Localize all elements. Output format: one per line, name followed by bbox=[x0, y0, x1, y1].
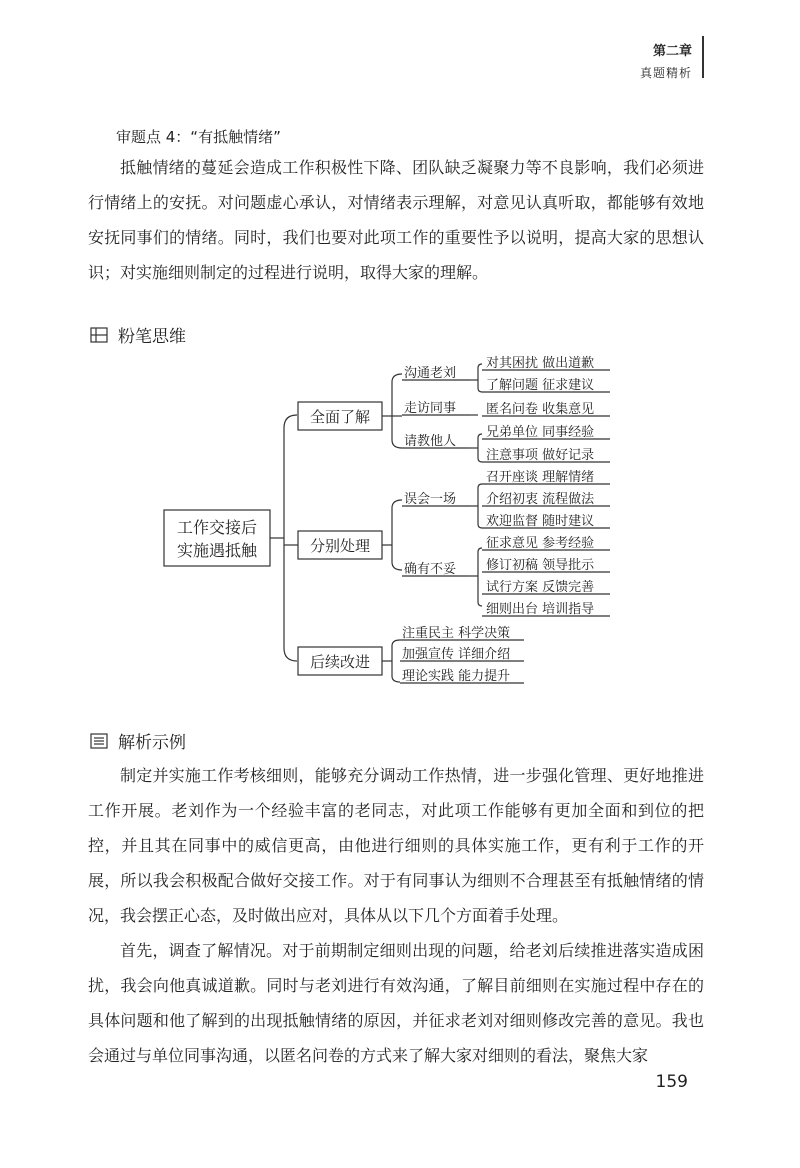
paragraph-3: 首先，调查了解情况。对于前期制定细则出现的问题，给老刘后续推进落实造成困扰，我会向他真诚道歉。同时与老刘进行有效沟通，了解目前细则在实施过程中存在的具体问题和他了解到的出现抵触情绪的原因，并征求老刘对细则修改完善的意见。我也会通过与单位同事沟通，以匿名问卷的方式来了解大家对细则的看法，聚焦大家 bbox=[88, 941, 704, 1065]
paragraph-2: 制定并实施工作考核细则，能够充分调动工作热情，进一步强化管理、更好地推进工作开展。老刘作为一个经验丰富的老同志，对此项工作能够有更加全面和到位的把控，并且其在同事中的威信更高，由他进行细则的具体实施工作，更有利于工作的开展，所以我会积极配合做好交接工作。对于有同事认为细则不合理甚至有抵触情绪的情况，我会摆正心态，及时做出应对，具体从以下几个方面着手处理。 bbox=[88, 766, 704, 925]
chapter-subtitle: 真题精析 bbox=[639, 66, 692, 80]
branch-label-2: 分别处理 bbox=[309, 537, 371, 555]
chapter-label: 第二章 bbox=[652, 44, 692, 59]
mindmap-root-line-2: 实施遇抵触 bbox=[176, 541, 258, 560]
leaf-label: 试行方案 反馈完善 bbox=[486, 580, 595, 595]
branch-label-3: 后续改进 bbox=[309, 653, 371, 671]
mindmap-heading-text: 粉笔思维 bbox=[118, 327, 186, 347]
sub-label: 误会一场 bbox=[404, 492, 457, 507]
leaf-label: 理论实践 能力提升 bbox=[402, 669, 511, 684]
leaf-label: 了解问题 征求建议 bbox=[486, 378, 595, 393]
sub-label: 走访同事 bbox=[404, 401, 457, 416]
leaf-label: 介绍初衷 流程做法 bbox=[486, 492, 595, 507]
leaf-label: 注意事项 做好记录 bbox=[486, 448, 595, 463]
sub-label: 确有不妥 bbox=[404, 562, 457, 577]
paragraph-1: 抵触情绪的蔓延会造成工作积极性下降、团队缺乏凝聚力等不良影响，我们必须进行情绪上的安抚。对问题虚心承认，对情绪表示理解，对意见认真听取，都能够有效地安抚同事们的情绪。同时，我们也要对此项工作的重要性予以说明，提高大家的思想认识；对实施细则制定的过程进行说明，取得大家的理解。 bbox=[88, 158, 704, 282]
mindmap-diagram bbox=[0, 340, 800, 700]
leaf-label: 兄弟单位 同事经验 bbox=[486, 425, 595, 440]
leaf-label: 召开座谈 理解情绪 bbox=[486, 470, 595, 485]
leaf-label: 加强宣传 详细介绍 bbox=[402, 647, 511, 662]
branch-label-1: 全面了解 bbox=[309, 408, 371, 426]
leaf-label: 修订初稿 领导批示 bbox=[486, 558, 595, 573]
analysis-heading-text: 解析示例 bbox=[118, 733, 186, 753]
leaf-label: 欢迎监督 随时建议 bbox=[486, 514, 595, 529]
analysis-heading bbox=[90, 728, 186, 753]
leaf-label: 征求意见 参考经验 bbox=[486, 536, 595, 551]
page-number: 159 bbox=[655, 1072, 688, 1092]
header-divider bbox=[702, 36, 704, 78]
sub-label: 沟通老刘 bbox=[404, 366, 457, 381]
analysis-heading-icon bbox=[90, 733, 108, 749]
leaf-label: 细则出台 培训指导 bbox=[486, 602, 595, 617]
mindmap-root-line-1: 工作交接后 bbox=[176, 518, 258, 537]
leaf-label: 对其困扰 做出道歉 bbox=[486, 356, 595, 371]
leaf-label: 注重民主 科学决策 bbox=[402, 626, 511, 641]
sub-label: 请教他人 bbox=[404, 434, 457, 449]
question-point-title: 审题点 4：“有抵触情绪” bbox=[116, 128, 281, 146]
leaf-label: 匿名问卷 收集意见 bbox=[486, 402, 595, 417]
